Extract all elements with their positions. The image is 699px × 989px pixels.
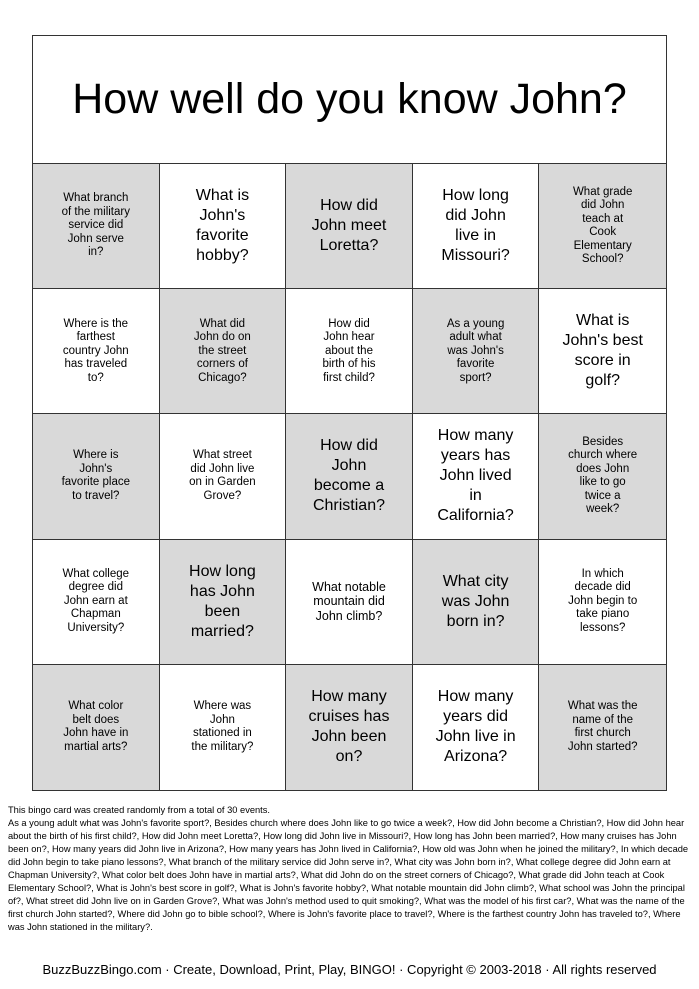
bingo-cell: As a young adult what was John's favorite sport? (413, 289, 540, 414)
bingo-cell: What college degree did John earn at Chapman University? (33, 540, 160, 665)
bingo-cell: How many cruises has John been on? (286, 665, 413, 790)
bingo-cell: What city was John born in? (413, 540, 540, 665)
bingo-cell: Besides church where does John like to go twice a week? (539, 414, 666, 539)
event-list (8, 804, 692, 934)
bingo-cell: How did John meet Loretta? (286, 164, 413, 289)
card-title: How well do you know John? (33, 36, 666, 164)
bingo-cell: What is John's best score in golf? (539, 289, 666, 414)
bingo-cell: What color belt does John have in martial arts? (33, 665, 160, 790)
bingo-cell: What notable mountain did John climb? (286, 540, 413, 665)
bingo-cell: What street did John live on in Garden Grove? (160, 414, 287, 539)
bingo-cell: How did John hear about the birth of his first child? (286, 289, 413, 414)
bingo-card (32, 35, 667, 791)
bingo-cell: Where was John stationed in the military? (160, 665, 287, 790)
bingo-cell: How did John become a Christian? (286, 414, 413, 539)
copyright-footer: BuzzBuzzBingo.com · Create, Download, Print, Play, BINGO! · Copyright © 2003-2018 · All rights reserved (42, 962, 657, 977)
bingo-cell: How many years did John live in Arizona? (413, 665, 540, 790)
bingo-cell: What grade did John teach at Cook Elementary School? (539, 164, 666, 289)
event-list-text: As a young adult what was John's favorite sport?, Besides church where does John like to go twice a week?, How did John become a Christian?, How did John hear about the birth of his first child?, How did John meet Loretta?, How long did John live in Missouri?, How long has John been married?, How many cruises has John been on?, How many years did John live in Arizona?, How many years has John lived in California?, How old was John when he joined the military?, In which decade did John begin to take piano lessons?, What branch of the military service did John serve in?, What city was John born in?, What college degree did John earn at Chapman University?, What color belt does John have in martial arts?, What did John do on the street corners of Chicago?, What grade did John teach at Cook Elementary School?, What is John's best score in golf?, What is John's favorite hobby?, What notable mountain did John climb?, What school was John the principal of?, What street did John live on in Garden Grove?, What was John's method used to quit smoking?, What was the model of his first car?, What was the name of the first church John started?, Where did John go to bible school?, Where is John's favorite place to travel?, Where is the farthest country John has traveled to?, Where was John stationed in the military?. (8, 818, 689, 932)
bingo-cell: Where is the farthest country John has traveled to? (33, 289, 160, 414)
bingo-cell: In which decade did John begin to take piano lessons? (539, 540, 666, 665)
bingo-cell: How many years has John lived in California? (413, 414, 540, 539)
bingo-cell: How long has John been married? (160, 540, 287, 665)
bingo-cell: What branch of the military service did John serve in? (33, 164, 160, 289)
event-count-note: This bingo card was created randomly from a total of 30 events. (8, 805, 270, 815)
bingo-cell: How long did John live in Missouri? (413, 164, 540, 289)
bingo-cell: What was the name of the first church John started? (539, 665, 666, 790)
bingo-cell: What did John do on the street corners of Chicago? (160, 289, 287, 414)
bingo-cell: What is John's favorite hobby? (160, 164, 287, 289)
bingo-cell: Where is John's favorite place to travel? (33, 414, 160, 539)
bingo-grid (33, 164, 666, 790)
